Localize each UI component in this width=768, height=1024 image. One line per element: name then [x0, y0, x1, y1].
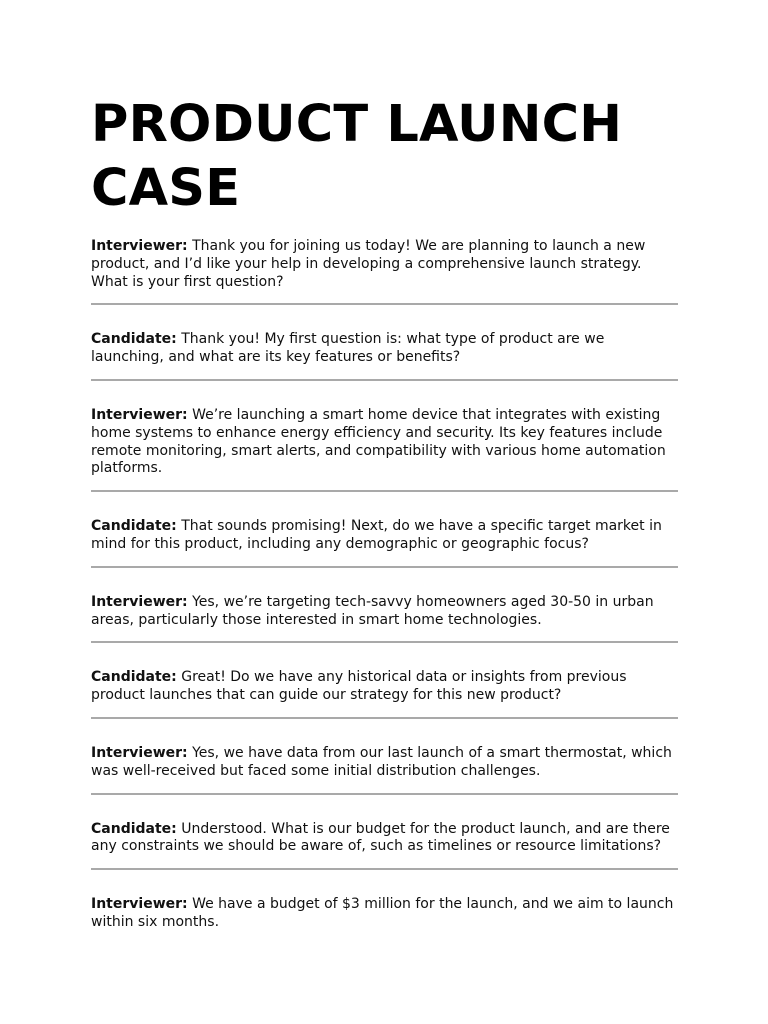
dialogue-turn-6	[91, 669, 678, 719]
dialogue-text: Yes, we have data from our last launch of a smart thermostat, which was well-received but faced some initial distribution challenges.	[91, 744, 672, 779]
speaker-label: Interviewer:	[91, 896, 188, 913]
speaker-label: Candidate:	[91, 669, 177, 686]
dialogue-turn-9	[91, 896, 678, 944]
dialogue-text: Yes, we’re targeting tech-savvy homeowners aged 30-50 in urban areas, particularly those interested in smart home technologies.	[91, 593, 654, 628]
dialogue-text: Thank you for joining us today! We are planning to launch a new product, and I’d like your help in developing a comprehensive launch strategy. What is your first question?	[91, 238, 646, 290]
speaker-label: Candidate:	[91, 331, 177, 348]
dialogue-turn-5	[91, 594, 678, 644]
dialogue-turn-1	[91, 238, 678, 305]
dialogue-turn-8	[91, 821, 678, 871]
dialogue-turn-3	[91, 407, 678, 492]
speaker-label: Interviewer:	[91, 593, 188, 610]
dialogue-text: That sounds promising! Next, do we have a specific target market in mind for this product, including any demographic or geographic focus?	[91, 518, 662, 552]
page-title: PRODUCT LAUNCH CASE	[91, 95, 623, 218]
speaker-label: Interviewer:	[91, 744, 188, 761]
dialogue-text: We’re launching a smart home device that integrates with existing home systems to enhance energy efficiency and security. Its key features include remote monitoring, smart alerts, and compatibility with various home automation platforms.	[91, 406, 666, 477]
dialogue-turn-7	[91, 745, 678, 795]
speaker-label: Interviewer:	[91, 238, 188, 254]
speaker-label: Candidate:	[91, 518, 177, 535]
dialogue-turn-2	[91, 331, 678, 381]
dialogue-text: Understood. What is our budget for the product launch, and are there any constraints we should be aware of, such as timelines or resource limitations?	[91, 820, 670, 855]
dialogue-list	[91, 238, 678, 944]
dialogue-text: We have a budget of $3 million for the launch, and we aim to launch within six months.	[91, 896, 674, 930]
dialogue-text: Thank you! My first question is: what type of product are we launching, and what are its key features or benefits?	[91, 331, 605, 366]
speaker-label: Interviewer:	[91, 406, 188, 423]
dialogue-text: Great! Do we have any historical data or insights from previous product launches that can guide our strategy for this new product?	[91, 669, 627, 704]
dialogue-turn-4	[91, 518, 678, 568]
speaker-label: Candidate:	[91, 820, 177, 837]
